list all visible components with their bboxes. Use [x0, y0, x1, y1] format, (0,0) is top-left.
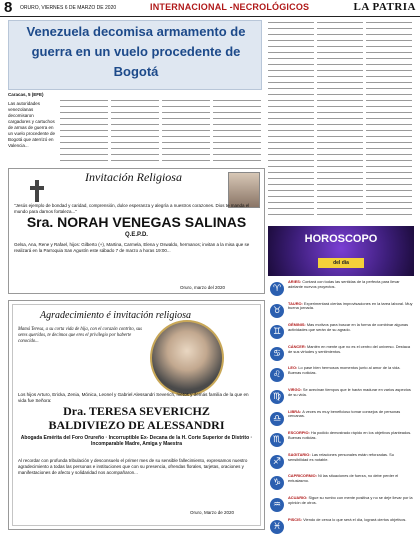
zodiac-sign-name: CÁNCER: — [288, 343, 308, 349]
text-column — [60, 98, 108, 162]
text-column — [366, 20, 412, 220]
zodiac-icon: ♈ — [270, 282, 284, 296]
horoscope-sign-libra — [270, 410, 414, 432]
horoscope-sign-leo — [270, 366, 414, 388]
zodiac-icon: ♍ — [270, 390, 284, 404]
obituary-2-survivors: Los hijos Arturo, Ericka, Zenia, Mónica, Leonel y Gabriel Alessandri Severich, nietos y demás familia de la que en vida fue Señora: — [18, 392, 249, 403]
horoscope-sign-text: ESCORPIO: Ha podido demostrado rápido en los objetivos planteados. Buenas noticias. — [288, 430, 412, 440]
page-number: 8 — [4, 0, 13, 16]
zodiac-sign-name: ACUARIO: — [288, 495, 309, 500]
horoscope-sign-text: CAPRICORNIO: Ni las situaciones de fuerza, no debe perder el entusiasmo. — [288, 473, 399, 484]
text-column — [317, 20, 363, 220]
cross-icon — [30, 180, 44, 202]
zodiac-icon: ♒ — [270, 498, 284, 512]
horoscope-sign-capricornio — [270, 474, 414, 496]
zodiac-sign-name: VIRGO: — [288, 387, 303, 392]
horoscope-sign-géminis — [270, 323, 414, 345]
obituary-2-signature: Oruro, Marzo de 2020 — [190, 510, 235, 515]
headline: Venezuela decomisa armamento de guerra en un vuelo procedente de Bogotá — [26, 24, 246, 79]
zodiac-icon: ♋ — [270, 347, 284, 361]
horoscope-subtitle: del dia — [318, 258, 364, 268]
zodiac-sign-name: LEO: — [288, 365, 299, 371]
zodiac-icon: ♊ — [270, 325, 284, 339]
horoscope-sign-sagitario — [270, 453, 414, 475]
obituary-1-intro: "Jesús ejemplo de bondad y caridad, comprensión, dulce esperanza y alegría a nuestros corazones. Dios te manda el mundo para darnos fortaleza..." — [14, 203, 250, 214]
obituary-2-name-line2: BALDIVIEZO DE ALESSANDRI — [48, 418, 225, 432]
horoscope-sign-virgo — [270, 388, 414, 410]
obituary-2-heading: Agradecimiento é invitación religiosa — [40, 310, 191, 321]
zodiac-icon: ♏ — [270, 433, 284, 447]
horoscope-sign-text: LEO: Lo pase bien hermosos momentos junto al amor de la vida. Buenas noticias. — [288, 365, 401, 376]
zodiac-sign-name: ESCORPIO: — [288, 430, 311, 436]
dateline: Caracas, 5 (EFE) — [8, 92, 44, 97]
article-lead: Las autoridades venezolanas decomisaron cargadores y cartuchos de armas de guerra en un vuelo procedente de Bogotá que aterrizó en Valencia... — [8, 101, 56, 148]
portrait-photo-oval — [150, 320, 224, 396]
horoscope-sign-text: SAGITARIO: Las relaciones personales están reforzadas. Su sensibilidad es notable. — [288, 451, 394, 462]
zodiac-sign-name: CAPRICORNIO: — [288, 473, 319, 479]
zodiac-sign-name: PISCIS: — [288, 516, 304, 522]
horoscope-sign-aries — [270, 280, 414, 302]
horoscope-title: HOROSCOPO — [304, 233, 378, 245]
horoscope-sign-text: CÁNCER: Mantén en mente que no es el centro del universo. Destaca de sus virtudes y sentimientos. — [288, 343, 410, 354]
obituary-2-body: Al recordar con profunda tribulación y desconsuelo el primer mes de su sensible fallecimiento, expresamos nuestro agradecimiento a todas las personas e instituciones que con su presencia, ofrendas florales, tarjetas, oraciones y manifestaciones de afecto y solidaridad nos acompañaron... — [18, 458, 248, 475]
obituary-box-1 — [8, 168, 265, 294]
horoscope-sign-piscis — [270, 518, 414, 540]
text-column — [213, 98, 261, 162]
horoscope-sign-text: ARIES: Contará con todas las sentidas de la perfecta para llevar adelante nuevos proyectos. — [288, 279, 400, 289]
zodiac-sign-name: ARIES: — [288, 279, 303, 284]
obituary-2-roles: Abogada Emérita del Foro Orureño · Incorruptible Ex- Decana de la H. Corte Superior de Distrito · Incomparable Madre, Amiga y Maestra — [20, 435, 253, 447]
zodiac-sign-name: SAGITARIO: — [288, 451, 312, 457]
zodiac-icon: ♌ — [270, 368, 284, 382]
horoscope-sign-text: ACUARIO: Sigue su rumbo con mente positiva y no se deje llevar por la opinión de otros. — [288, 495, 413, 505]
obituary-1-heading: Invitación Religiosa — [85, 170, 182, 184]
horoscope-sign-text: GÉMINIS: Mas motivos para buscar en la forma de combinar algunas actividades que serán de su agrado. — [288, 322, 409, 332]
section-title: INTERNACIONAL -NECROLÓGICOS — [150, 2, 310, 12]
zodiac-sign-name: TAURO: — [288, 300, 304, 306]
horoscope-sign-tauro — [270, 302, 414, 324]
obituary-1-body: Gelsa, Ana, Rene y Rafael, hijos: Gilberto (+), Martina, Carmela, Elena y Oswaldo, hermanos; invitan a la misa que se realizará en la Parroquia San Agustín este sábado 7 de marzo a horas 19:00... — [14, 242, 250, 253]
horoscope-sign-cáncer — [270, 345, 414, 367]
horoscope-sign-text: VIRGO: Se avecinan tiempos que le harán madurar en varios aspectos de su vida. — [288, 387, 411, 397]
text-column — [268, 20, 314, 220]
zodiac-icon: ♎ — [270, 412, 284, 426]
horoscope-sign-acuario — [270, 496, 414, 518]
header-date: ORURO, VIERNES 6 DE MARZO DE 2020 — [20, 5, 117, 11]
obituary-2-name-line1: Dra. TERESA SEVERICHZ — [63, 404, 210, 418]
obituary-2-lead: Mamá Teresa, a su corta vida de hija, con el corazón contrito, sus seres queridos, te decimos que eres el privilegio por haberte conocido... — [18, 327, 142, 344]
text-column — [162, 98, 210, 162]
horoscope-sign-text: TAURO: Experimentará ciertas improvisaciones en la tarea laboral. Muy buena jornada. — [288, 300, 413, 311]
zodiac-icon: ♐ — [270, 455, 284, 469]
zodiac-icon: ♑ — [270, 476, 284, 490]
masthead: LA PATRIA — [353, 1, 416, 13]
text-column — [111, 98, 159, 162]
horoscope-sign-text: LIBRA: A veces es muy beneficioso tomar consejos de personas cercanas. — [288, 408, 401, 419]
horoscope-sign-escorpio — [270, 431, 414, 453]
zodiac-icon: ♓ — [270, 520, 284, 534]
obituary-1-name: Sra. NORAH VENEGAS SALINAS — [26, 214, 247, 230]
zodiac-sign-name: LIBRA: — [288, 408, 303, 414]
zodiac-sign-name: GÉMINIS: — [288, 322, 307, 328]
zodiac-icon: ♉ — [270, 304, 284, 318]
obituary-1-signature: Oruro, marzo del 2020 — [180, 285, 226, 290]
right-article-columns — [268, 20, 413, 220]
horoscope-sign-text: PISCIS: Viendo de cerca lo que será el día, logrará ciertos objetivos. — [288, 516, 407, 522]
obituary-1-qepd: Q.E.P.D. — [125, 232, 148, 238]
